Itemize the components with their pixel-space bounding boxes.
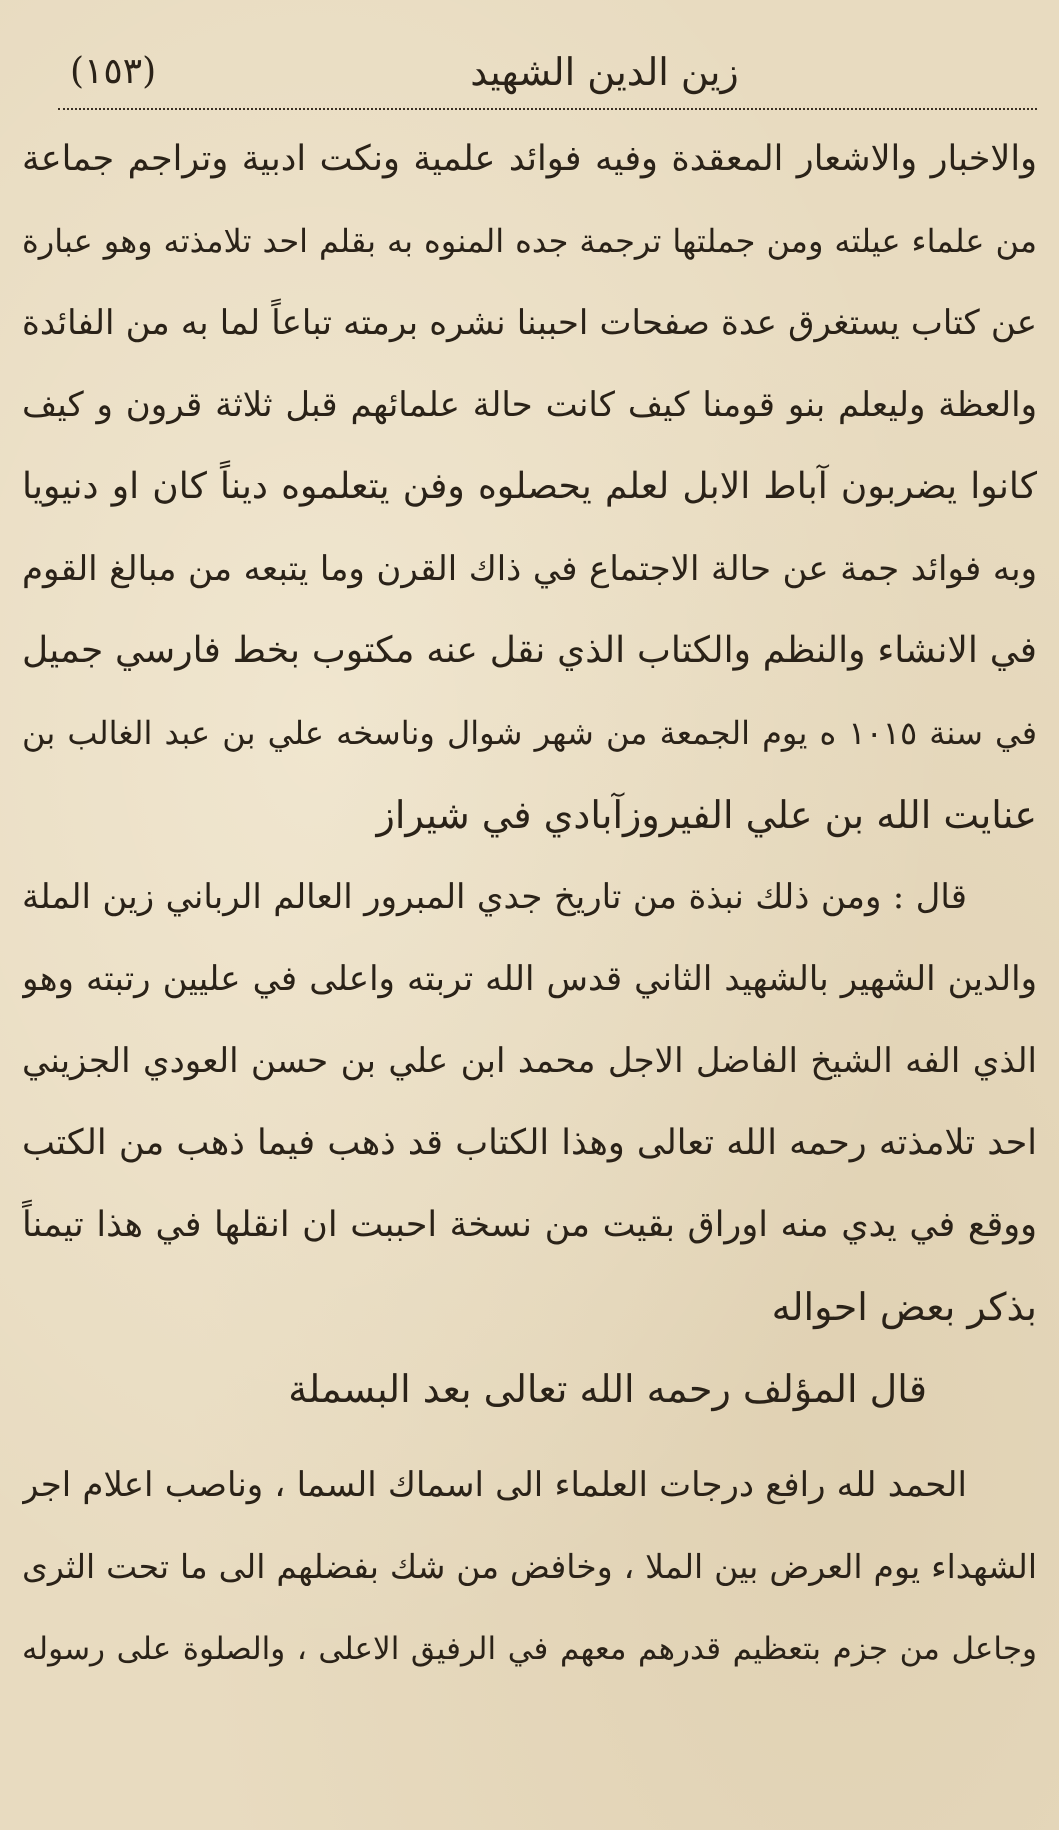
text-line-12: الذي الفه الشيخ الفاضل الاجل محمد ابن علي بن حسن العودي الجزيني [22, 1041, 1037, 1081]
text-line-7: في الانشاء والنظم والكتاب الذي نقل عنه مكتوب بخط فارسي جميل [22, 630, 1037, 671]
running-title: زين الدين الشهيد [470, 50, 739, 94]
text-line-10: قال : ومن ذلك نبذة من تاريخ جدي المبرور العالم الرباني زين الملة [22, 877, 967, 917]
text-line-5: كانوا يضربون آباط الابل لعلم يحصلوه وفن يتعلموه ديناً كان او دنيويا [22, 466, 1037, 507]
text-line-19: وجاعل من جزم بتعظيم قدرهم معهم في الرفيق الاعلى ، والصلوة على رسوله [22, 1631, 1037, 1667]
page-number: (١٥٣) [70, 51, 157, 92]
text-line-9: عنايت الله بن علي الفيروزآبادي في شيراز [376, 793, 1037, 837]
header-divider [58, 108, 1037, 110]
body-text [22, 118, 1037, 1690]
text-line-3: عن كتاب يستغرق عدة صفحات احببنا نشره برمته تباعاً لما به من الفائدة [22, 303, 1037, 343]
text-line-17: الحمد لله رافع درجات العلماء الى اسماك السما ، وناصب اعلام اجر [22, 1465, 967, 1505]
text-line-4: والعظة وليعلم بنو قومنا كيف كانت حالة علمائهم قبل ثلاثة قرون و كيف [22, 385, 1037, 425]
paragraph-gap [22, 1430, 1037, 1444]
text-line-18: الشهداء يوم العرض بين الملا ، وخافض من شك بفضلهم الى ما تحت الثرى [22, 1547, 1037, 1586]
text-line-13: احد تلامذته رحمه الله تعالى وهذا الكتاب قد ذهب فيما ذهب من الكتب [22, 1123, 1037, 1163]
text-line-6: وبه فوائد جمة عن حالة الاجتماع في ذاك القرن وما يتبعه من مبالغ القوم [22, 549, 1037, 589]
text-line-1: والاخبار والاشعار المعقدة وفيه فوائد علمية ونكت ادبية وتراجم جماعة [22, 139, 1037, 179]
text-line-14: ووقع في يدي منه اوراق بقيت من نسخة احببت ان انقلها في هذا تيمناً [22, 1205, 1037, 1245]
page-header [70, 42, 1019, 102]
text-line-11: والدين الشهير بالشهيد الثاني قدس الله تربته واعلى في عليين رتبته وهو [22, 959, 1037, 999]
text-line-2: من علماء عيلته ومن جملتها ترجمة جده المنوه به بقلم احد تلامذته وهو عبارة [22, 222, 1037, 260]
text-line-15: بذكر بعض احواله [771, 1285, 1037, 1329]
text-line-8: في سنة ١٠١٥ ه يوم الجمعة من شهر شوال وناسخه علي بن عبد الغالب بن [22, 714, 1037, 752]
section-heading: قال المؤلف رحمه الله تعالى بعد البسملة [288, 1367, 927, 1411]
